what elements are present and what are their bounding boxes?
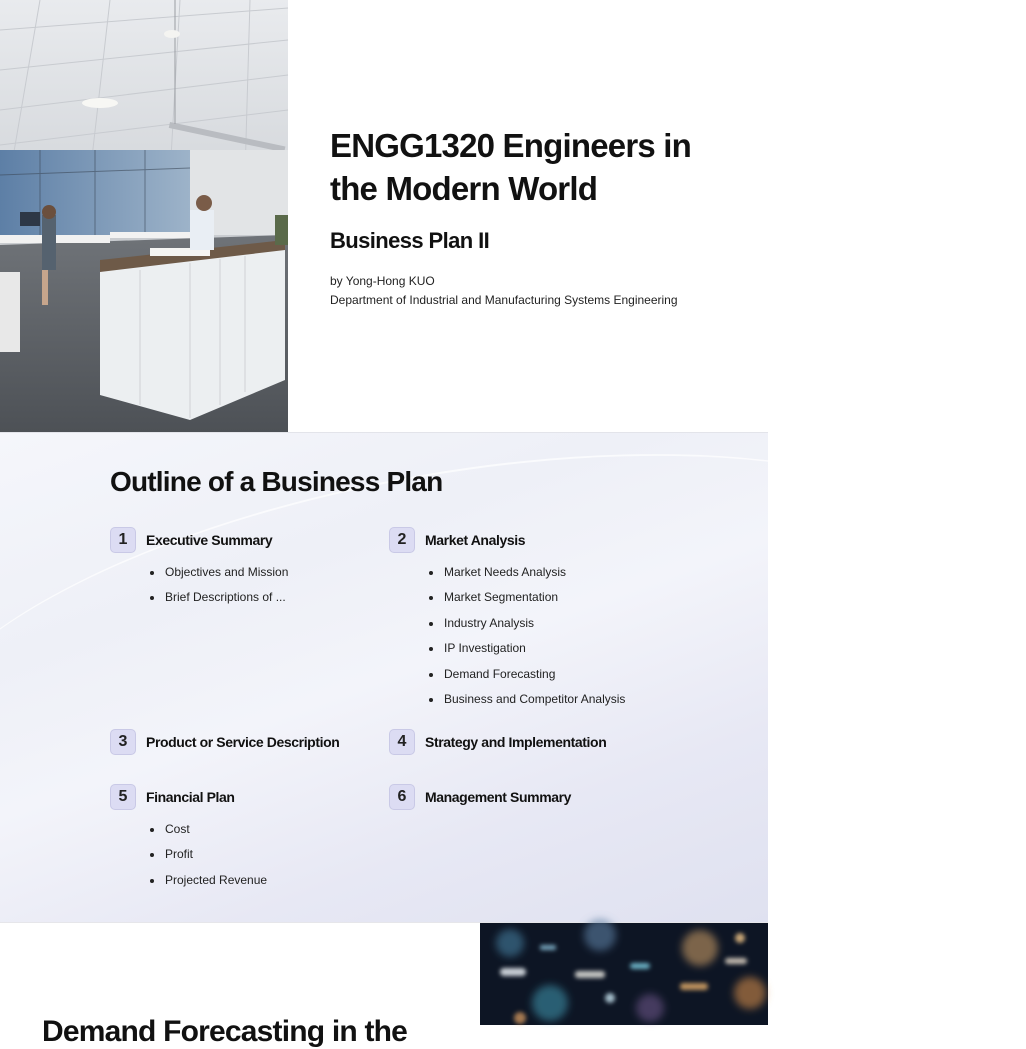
list-item: Industry Analysis — [425, 611, 659, 636]
section-number-badge: 1 — [110, 527, 136, 553]
section-title: Management Summary — [425, 789, 572, 805]
section-title: Financial Plan — [146, 789, 235, 805]
list-item: Projected Revenue — [146, 868, 380, 893]
department: Department of Industrial and Manufacturing Systems Engineering — [330, 293, 678, 307]
presentation-title: ENGG1320 Engineers in the Modern World — [330, 127, 692, 207]
section-1 — [110, 527, 380, 611]
bullet-list — [425, 560, 659, 712]
section-number-badge: 5 — [110, 784, 136, 810]
bokeh-lights-photo — [480, 923, 768, 1025]
outline-title: Outline of a Business Plan — [110, 466, 443, 497]
bullet-list — [146, 560, 380, 611]
section-2 — [389, 527, 659, 712]
title-slide — [0, 0, 768, 432]
section-number-badge: 4 — [389, 729, 415, 755]
section-title: Executive Summary — [146, 532, 273, 548]
slide-title: Demand Forecasting in the — [42, 1015, 408, 1048]
list-item: Business and Competitor Analysis — [425, 687, 659, 712]
list-item: Profit — [146, 842, 380, 867]
list-item: Market Needs Analysis — [425, 560, 659, 585]
section-5 — [110, 784, 380, 893]
section-title: Product or Service Description — [146, 734, 340, 750]
list-item: Objectives and Mission — [146, 560, 380, 585]
bullet-list — [146, 817, 380, 893]
list-item: Market Segmentation — [425, 585, 659, 610]
section-number-badge: 3 — [110, 729, 136, 755]
list-item: Cost — [146, 817, 380, 842]
section-4 — [389, 729, 659, 755]
section-number-badge: 2 — [389, 527, 415, 553]
presentation-subtitle: Business Plan II — [330, 228, 490, 253]
section-6 — [389, 784, 659, 810]
section-title: Market Analysis — [425, 532, 526, 548]
byline — [330, 272, 740, 310]
list-item: IP Investigation — [425, 636, 659, 661]
outline-slide — [0, 432, 768, 922]
title-block — [330, 124, 740, 310]
author: by Yong-Hong KUO — [330, 274, 435, 288]
section-3 — [110, 729, 380, 755]
section-title: Strategy and Implementation — [425, 734, 607, 750]
office-photo — [0, 0, 288, 432]
list-item: Demand Forecasting — [425, 662, 659, 687]
demand-forecasting-slide — [0, 922, 768, 1048]
list-item: Brief Descriptions of ... — [146, 585, 380, 610]
section-number-badge: 6 — [389, 784, 415, 810]
